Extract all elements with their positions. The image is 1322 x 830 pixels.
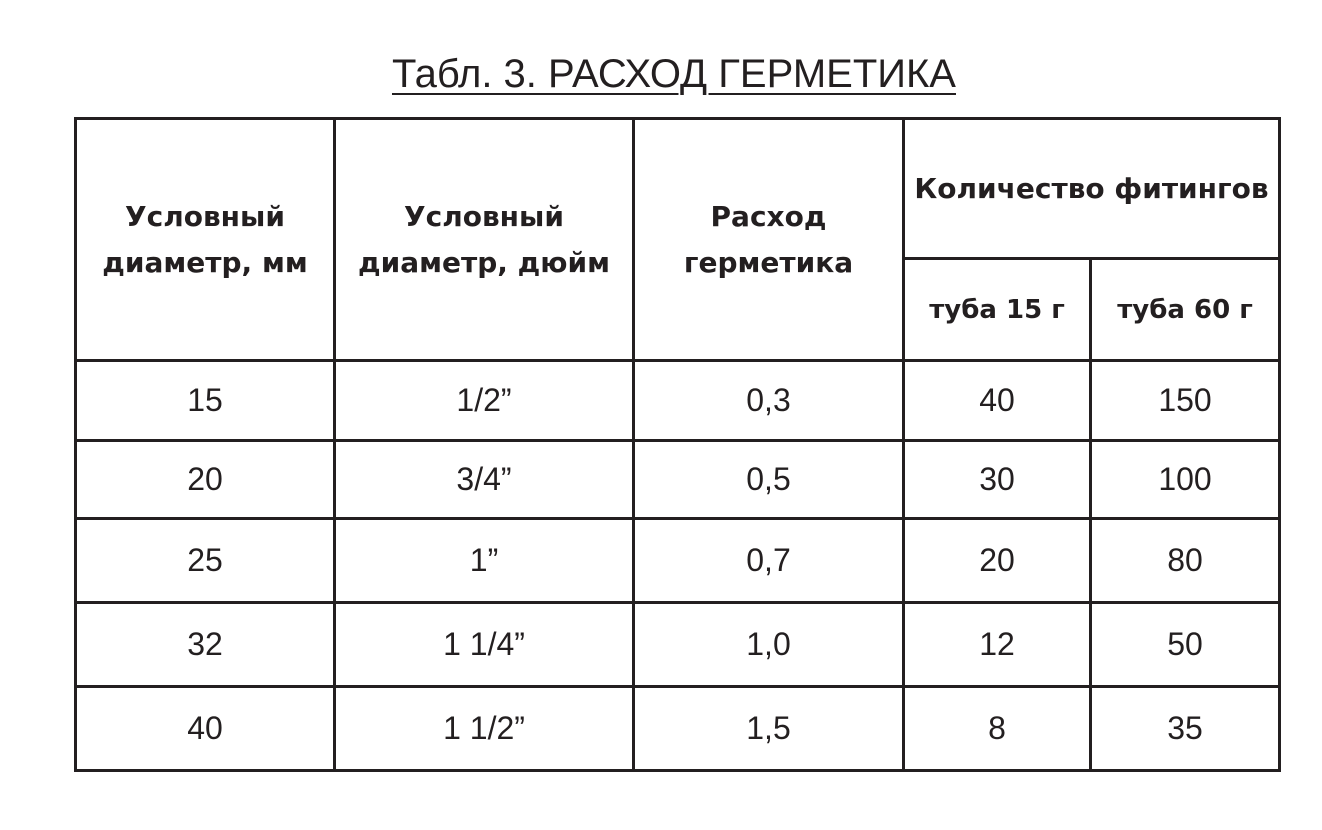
cell-consumption: 0,7 [634, 519, 904, 603]
cell-diameter-inch: 3/4” [335, 441, 634, 519]
cell-diameter-inch: 1” [335, 519, 634, 603]
cell-tube-60: 100 [1091, 441, 1280, 519]
cell-tube-60: 35 [1091, 687, 1280, 771]
header-diameter-inch: Условный диаметр, дюйм [335, 119, 634, 361]
cell-diameter-mm: 25 [76, 519, 335, 603]
cell-diameter-inch: 1 1/2” [335, 687, 634, 771]
cell-tube-15: 12 [904, 603, 1091, 687]
table-row [76, 687, 1280, 771]
header-tube-60: туба 60 г [1091, 259, 1280, 361]
cell-tube-60: 80 [1091, 519, 1280, 603]
sealant-consumption-table [74, 117, 1281, 772]
header-tube-15: туба 15 г [904, 259, 1091, 361]
cell-diameter-mm: 15 [76, 361, 335, 441]
cell-diameter-mm: 20 [76, 441, 335, 519]
cell-diameter-mm: 40 [76, 687, 335, 771]
cell-tube-15: 30 [904, 441, 1091, 519]
cell-consumption: 1,0 [634, 603, 904, 687]
cell-consumption: 0,5 [634, 441, 904, 519]
table-row [76, 603, 1280, 687]
cell-tube-60: 150 [1091, 361, 1280, 441]
header-consumption: Расход герметика [634, 119, 904, 361]
cell-tube-60: 50 [1091, 603, 1280, 687]
cell-consumption: 0,3 [634, 361, 904, 441]
table-title: Табл. 3. РАСХОД ГЕРМЕТИКА [391, 52, 956, 96]
cell-diameter-mm: 32 [76, 603, 335, 687]
header-diameter-mm: Условный диаметр, мм [76, 119, 335, 361]
cell-diameter-inch: 1 1/4” [335, 603, 634, 687]
cell-tube-15: 20 [904, 519, 1091, 603]
cell-consumption: 1,5 [634, 687, 904, 771]
header-row [76, 119, 1280, 259]
cell-diameter-inch: 1/2” [335, 361, 634, 441]
table-row [76, 361, 1280, 441]
table-row [76, 519, 1280, 603]
cell-tube-15: 40 [904, 361, 1091, 441]
cell-tube-15: 8 [904, 687, 1091, 771]
header-fittings-count: Количество фитингов [904, 119, 1280, 259]
table-row [76, 441, 1280, 519]
